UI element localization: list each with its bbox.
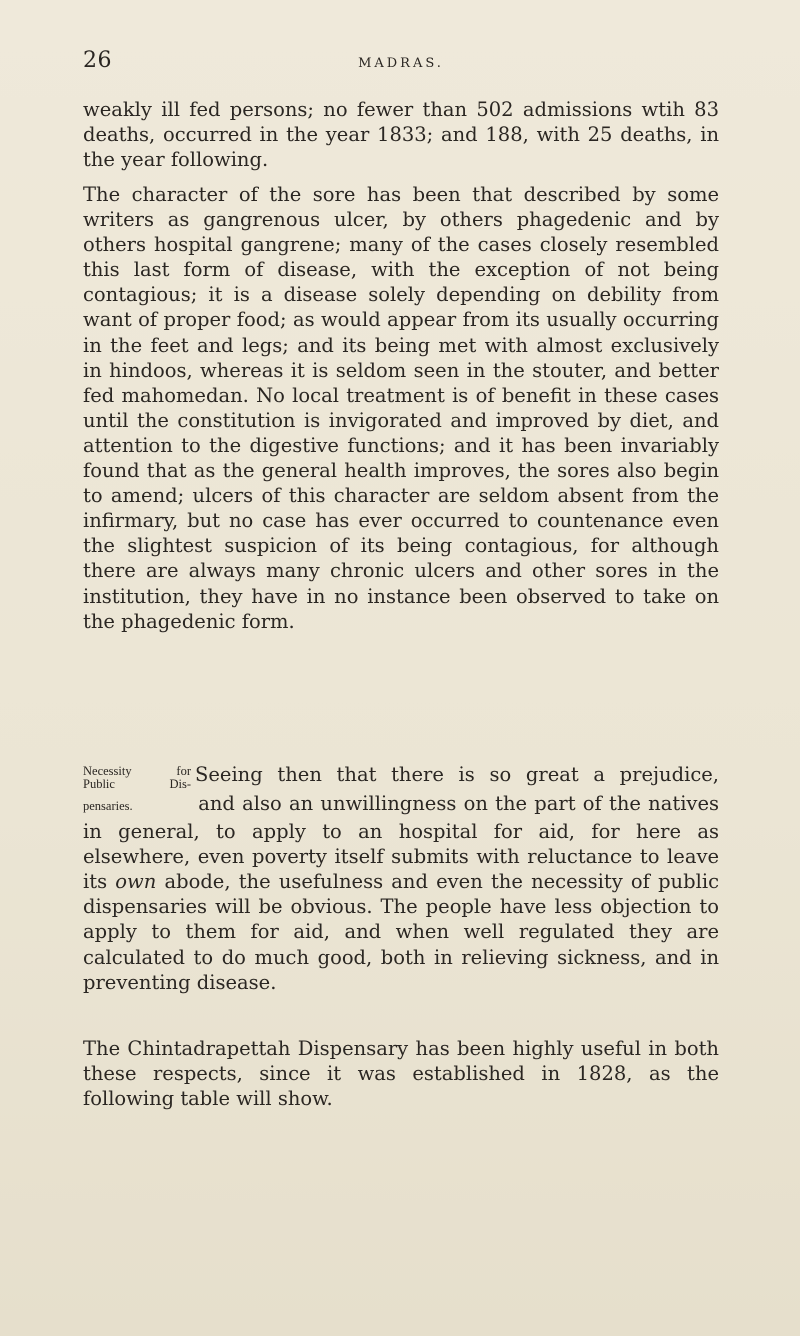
paragraph-3-text-b: abode, the usefulness and even the necessity of public dispensaries will be obvious. The people have less objection to apply to them for aid, and when well regulated they are calculated to do much good, both in relieving sickness, and in preventing disease. (83, 870, 719, 994)
page-number: 26 (83, 48, 112, 73)
paragraph-2: The character of the sore has been that described by some writers as gangrenous ulcer, by others phagedenic and by others hospital gangrene; many of the cases closely resembled this last form of disease, with the exception of not being contagious; it is a disease solely depending on debility from want of proper food; as would appear from its usually occurring in the feet and legs; and its being met with almost exclusively in hindoos, whereas it is seldom seen in the stouter, and better fed mahomedan. No local treatment is of benefit in these cases until the constitution is invigorated and improved by diet, and attention to the digestive functions; and it has been invariably found that as the general health improves, the sores also begin to amend; ulcers of this character are seldom absent from the infirmary, but no case has ever occurred to countenance even the slightest suspicion of its being contagious, for although there are always many chronic ulcers and other sores in the institution, they have in no instance been observed to take on the phagedenic form. (83, 183, 719, 633)
margin-note (83, 765, 191, 791)
paragraph-1: weakly ill fed persons; no fewer than 502 admissions wtih 83 deaths, occurred in the year 1833; and 188, with 25 deaths, in the year following. (83, 98, 719, 172)
margin-note-line-2: Public Dis- (83, 777, 191, 791)
running-head: MADRAS. (358, 56, 444, 71)
margin-note-line-3: pensaries. (83, 799, 133, 813)
emphasis-own: own (115, 870, 157, 894)
paragraph-3 (83, 762, 719, 995)
margin-note-line-1: Necessity for (83, 764, 191, 778)
paragraph-3-text-a: in general, to apply to an hospital for aid, for here as elsewhere, even poverty itself submits with reluctance to leave its (83, 820, 719, 894)
paragraph-4: The Chintadrapettah Dispensary has been highly useful in both these respects, since it was established in 1828, as the following table will show. (83, 1037, 719, 1111)
paragraph-3-line-1: Seeing then that there is so great a prejudice, (195, 763, 719, 786)
paragraph-3-line-2-text: and also an unwillingness on the part of the natives (198, 792, 720, 815)
paragraph-3-body (83, 819, 719, 995)
paragraph-3-line-2 (83, 791, 719, 819)
page-header (83, 40, 719, 80)
paragraph-3-first-line (83, 762, 719, 791)
